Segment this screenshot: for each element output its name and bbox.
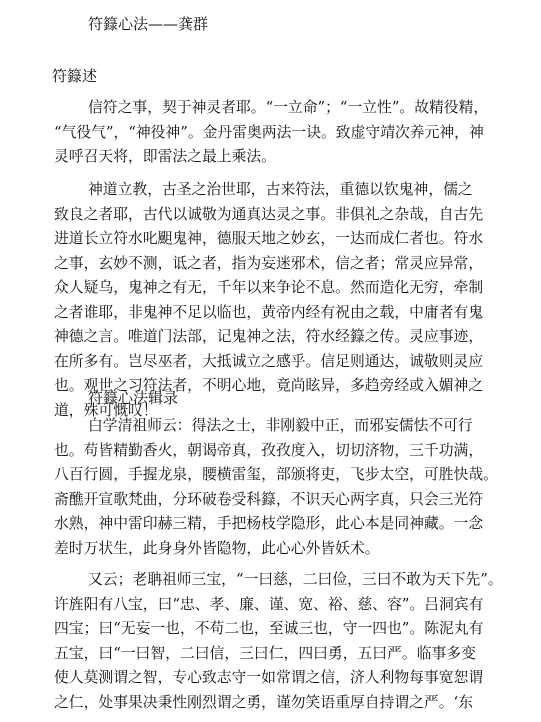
text-line: 在所多有。岂尽巫者，大抵诚立之感乎。信足则通达，诚敬则灵应 <box>54 352 484 370</box>
paragraph-1 <box>54 96 500 170</box>
text-line: 神德之言。唯道门法部，记鬼神之法，符水经籙之传。灵应事迹， <box>54 328 484 345</box>
text-line: “气役气”，“神役神”。金丹雷奥两法一诀。致虚守靖次养元神，神 <box>54 123 484 141</box>
text-line: 使人莫测谓之智，专心致志守一如常谓之信，济人利物每事宽恕谓 <box>54 669 484 686</box>
text-line: 神道立教，古圣之治世耶，古来符法，重德以钦鬼神，儒之 <box>88 181 473 198</box>
section-heading: 符籙述 <box>52 67 98 85</box>
text-line: 之仁，处事果决秉性刚烈谓之勇，谨勿笑语重厚自持谓之严。‘东 <box>54 693 474 711</box>
text-line: 灵呼召天将，即雷法之最上乘法。 <box>54 148 276 165</box>
document-title: 符籙心法——龚群 <box>88 15 209 33</box>
paragraph-4 <box>54 568 503 715</box>
text-line: 之者谁耶，非鬼神不足以临也，黄帝内经有祝由之载，中庸者有鬼 <box>54 303 484 321</box>
text-line: 差时万状生，此身身外皆隐物，此心心外皆妖术。 <box>54 539 380 557</box>
text-line: 四宝；曰“无妄一也，不苟二也，至诚三也，守一四也”。陈泥丸有 <box>54 620 484 637</box>
text-line: 也。观世之习符法者，不明心地，竟尚眩异，多趋旁经或入媚神之 <box>54 377 484 394</box>
text-line: 斋醮开宣歌梵曲，分环破卷受科籙，不识天心两字真，只会三光符 <box>54 490 484 508</box>
section-subheading: 符籙心法辑录 <box>88 389 179 407</box>
text-line: 众人疑乌，鬼神之有无，千年以来争论不息。然而造化无穷，牵制 <box>54 279 484 296</box>
text-line: 信符之事，契于神灵者耶。“一立命”；“一立性”。故精役精， <box>88 99 489 116</box>
text-line: 致良之者耶，古代以诚敬为通真达灵之事。非俱礼之杂哉，自古先 <box>54 205 484 223</box>
text-line: 之事，玄妙不测，诋之者，指为妄迷邪术，信之者；常灵应异常， <box>54 254 484 272</box>
text-line: 许旌阳有八宝，曰“忠、孝、廉、谨、宽、裕、慈、容”。吕洞宾有 <box>54 595 484 613</box>
text-line: 进道长立符水叱䫻鬼神，德服天地之妙玄，一达而成仁者也。符水 <box>54 230 484 247</box>
text-line: 八百行圆，手握龙泉，腰横雷玺，部颁将吏，飞步太空，可胜快哉。 <box>54 466 498 483</box>
text-line: 也。苟皆精勤香火，朝谒帝真，孜孜度入，切切济物，三千功满， <box>54 441 484 459</box>
text-line: 五宝，曰“一曰智，二曰信，三曰仁，四曰勇，五曰严。临事多变 <box>54 644 476 662</box>
paragraph-2 <box>54 178 500 423</box>
text-line: 又云；老聃祖师三宝，“一曰慈，二曰俭，三曰不敢为天下先”。 <box>88 571 503 588</box>
text-line: 水熟，神中雷印赫三精，手把杨枝学隐形，此心本是同神藏。一念 <box>54 515 484 532</box>
text-line: 道，殊可慨叹！ <box>54 401 158 419</box>
text-line: 白学清祖师云：得法之士，非刚毅中正，而邪妄儒怯不可行 <box>88 417 473 434</box>
paragraph-3 <box>54 414 500 561</box>
